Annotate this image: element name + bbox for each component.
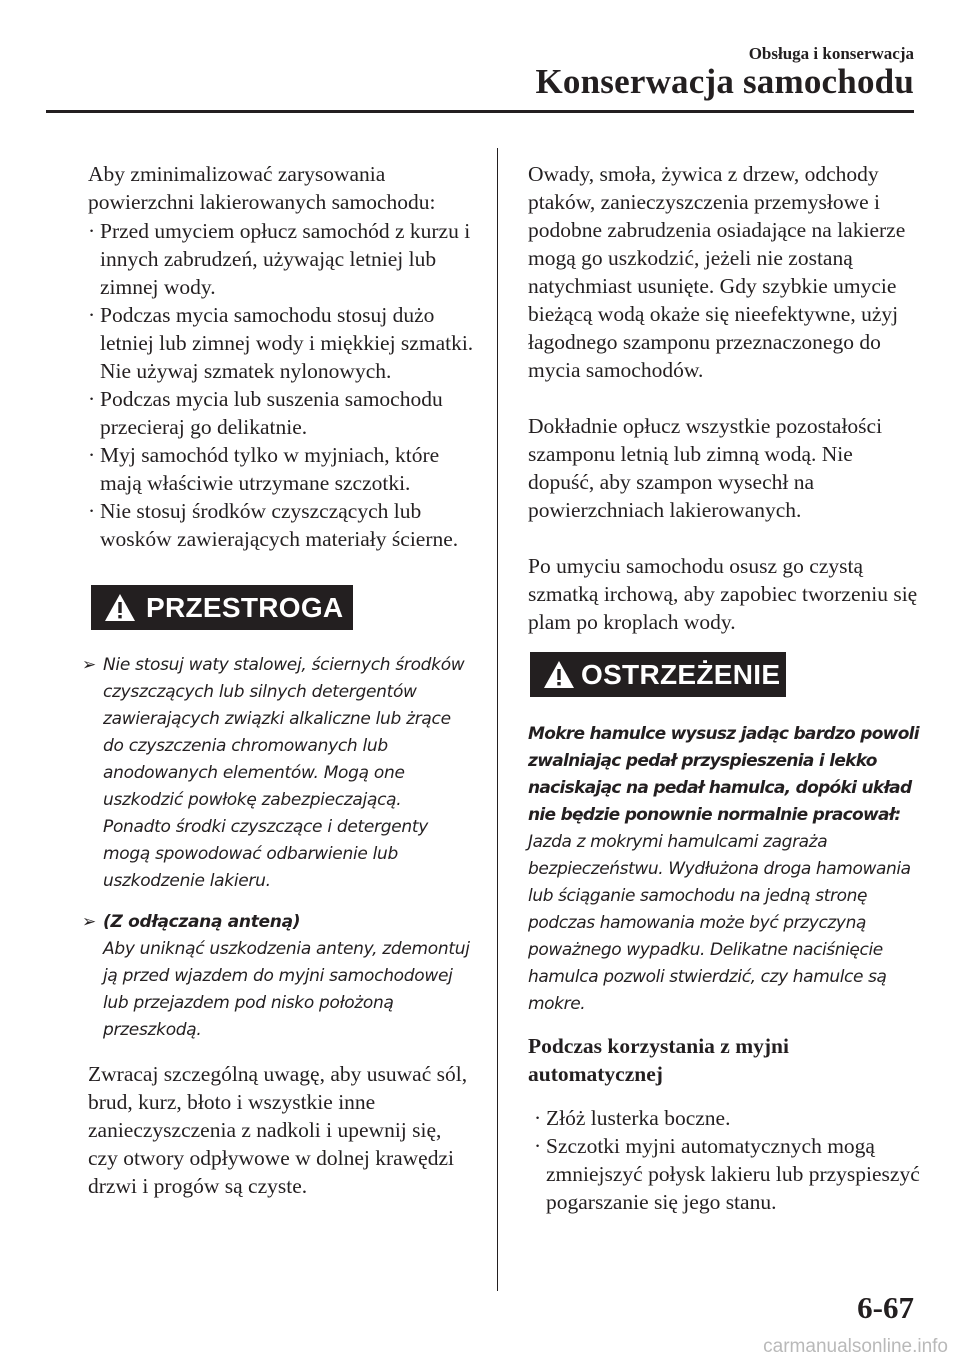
car-wash-list: [534, 1104, 920, 1216]
bullet-dot-icon: ·: [534, 1134, 542, 1158]
left-column: [82, 160, 474, 1200]
list-item: · Myj samochód tylko w myjniach, które mają właściwie utrzymane szczotki.: [88, 443, 440, 495]
caution-item-title: (Z odłączaną anteną): [103, 912, 301, 932]
warning-triangle-icon: [103, 592, 137, 623]
warning-triangle-icon: [542, 659, 576, 690]
list-item: · Szczotki myjni automatycznych mogą zmniejszyć połysk lakieru lub przyspieszyć pogarszanie się jego stanu.: [534, 1134, 920, 1214]
bullet-dot-icon: ·: [88, 303, 96, 327]
warning-bold-text: Mokre hamulce wysusz jadąc bardzo powoli zwalniając pedał przyspieszenia i lekko naciskając na pedał hamulca, dopóki układ nie będzie ponownie normalnie pracował:: [528, 724, 919, 825]
watermark: carmanualsonline.info: [763, 1336, 948, 1357]
bullet-dot-icon: ·: [88, 499, 96, 523]
bullet-dot-icon: ·: [88, 443, 96, 467]
list-item: · Nie stosuj środków czyszczących lub wosków zawierających materiały ścierne.: [88, 499, 459, 551]
intro-paragraph: Aby zminimalizować zarysowania powierzchni lakierowanych samochodu:: [88, 162, 436, 214]
paragraph-dry: Po umyciu samochodu osusz go czystą szmatką irchową, aby zapobiec tworzeniu się plam po kroplach wody.: [528, 554, 918, 634]
list-item: ➢ Nie stosuj waty stalowej, ściernych środków czyszczących lub silnych detergentów zawierających związki alkaliczne lub żrące do czyszczenia chromowanych lub anodowanych elementów. Mogą one uszkodzić powłokę zabezpieczającą. Ponadto środki czyszczące i detergenty mogą spowodować odbarwienie lub uszkodzenie lakieru.: [88, 652, 474, 895]
list-item: · Przed umyciem opłucz samochód z kurzu i innych zabrudzeń, używając letniej lub zimnej wody.: [88, 219, 471, 299]
bullet-dot-icon: ·: [88, 387, 96, 411]
list-item: · Podczas mycia samochodu stosuj dużo letniej lub zimnej wody i miękkiej szmatki. Nie używaj szmatek nylonowych.: [88, 303, 474, 383]
right-column: [528, 160, 920, 1216]
bullet-dot-icon: ·: [534, 1106, 542, 1130]
page-number: 6-67: [857, 1290, 914, 1325]
column-divider: [497, 148, 498, 1291]
list-item: · Podczas mycia lub suszenia samochodu przecieraj go delikatnie.: [88, 387, 443, 439]
scratch-tips-list: [88, 217, 474, 553]
paragraph-contaminants: Owady, smoła, żywica z drzew, odchody ptaków, zanieczyszczenia przemysłowe i podobne zabrudzenia osiadające na lakierze mogą go uszkodzić, jeżeli nie zostaną natychmiast usunięte. Gdy szybkie umycie bieżącą wodą okaże się nieefektywne, użyj łagodnego szamponu przeznaczonego do mycia samochodów.: [528, 162, 906, 382]
list-item: · Złóż lusterka boczne.: [534, 1106, 731, 1130]
arrow-right-icon: ➢: [82, 655, 96, 675]
bullet-dot-icon: ·: [88, 219, 96, 243]
arrow-right-icon: ➢: [82, 912, 96, 932]
caution-list: [82, 652, 474, 1044]
list-item: ➢ (Z odłączaną anteną) Aby uniknąć uszkodzenia anteny, zdemontuj ją przed wjazdem do myjni samochodowej lub przejazdem pod nisko położoną przeszkodą.: [88, 909, 474, 1044]
warning-label: OSTRZEŻENIE: [581, 658, 781, 690]
caution-label: PRZESTROGA: [146, 591, 344, 623]
warning-text: Jazda z mokrymi hamulcami zagraża bezpieczeństwu. Wydłużona droga hamowania lub ściąganie samochodu na jedną stronę podczas hamowania może być przyczyną poważnego wypadku. Delikatne naciśnięcie hamulca pozwoli stwierdzić, czy hamulce są mokre.: [528, 832, 911, 1014]
section-label: Obsługa i konserwacja: [748, 44, 914, 63]
paragraph-rinse: Dokładnie opłucz wszystkie pozostałości szamponu letnią lub zimną wodą. Nie dopuść, aby szampon wysechł na powierzchniach lakierowanych.: [528, 414, 883, 522]
subheading-car-wash: Podczas korzystania z myjni automatycznej: [528, 1034, 789, 1086]
section-title: Konserwacja samochodu: [535, 62, 914, 101]
header-rule: [46, 110, 914, 113]
caution-badge: [91, 585, 353, 630]
closing-paragraph: Zwracaj szczególną uwagę, aby usuwać sól, brud, kurz, błoto i wszystkie inne zanieczyszczenia z nadkoli i upewnij się, czy otwory odpływowe w dolnej krawędzi drzwi i progów są czyste.: [88, 1062, 468, 1198]
warning-badge: [530, 652, 786, 697]
